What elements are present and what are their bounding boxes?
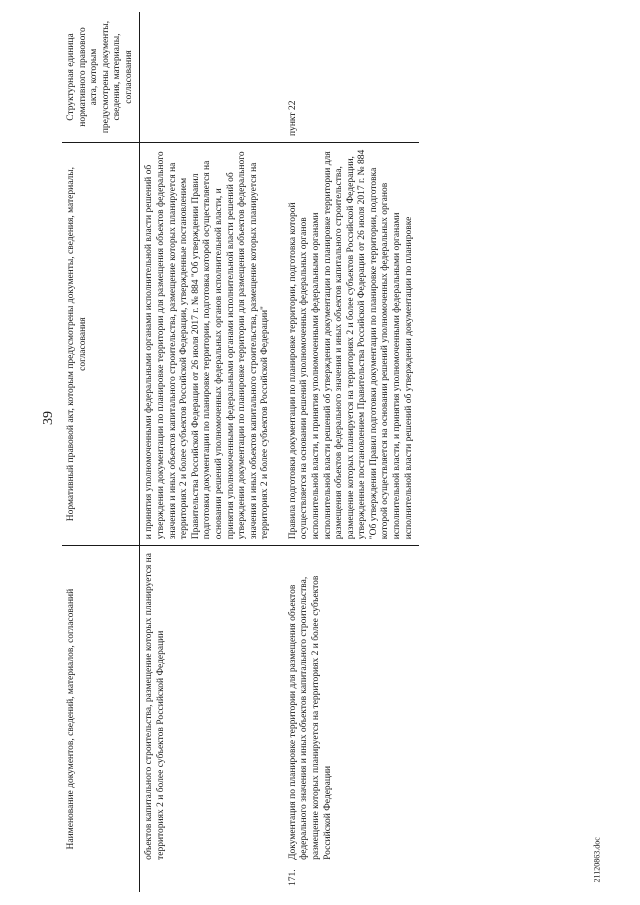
document-file-code: 21120863.doc bbox=[592, 837, 602, 883]
row-act: и принятия уполномоченными федеральными органами исполнительной власти решений об утверждении документации по планировке территории для размещения объектов федерального значения и иных объектов капитального строительства, размещение которых планируется на территориях 2 и более субъектов Российской Федерации, утвержденные постановлением Правительства Российской Федерации от 26 июля 2017 г. № 884 "Об утверждении Правил подготовки документации по планировке территории, подготовка которой осуществляется на основании решений уполномоченных федеральных органов исполнительной власти, и принятия уполномоченными федеральными органами исполнительной власти решений об утверждении документации по планировке территории для размещения объектов федерального значения и иных объектов капитального строительства, размещение которых планируется на территориях 2 и более субъектов Российской Федерации" bbox=[140, 142, 276, 545]
row-number bbox=[140, 866, 276, 892]
row-spacer bbox=[276, 12, 284, 892]
row-name: Документация по планировке территории для размещения объектов федерального значения и иных объектов капитального строительства, размещение которых планируется на территориях 2 и более субъектов Российской Федерации bbox=[287, 575, 333, 860]
header-name: Наименование документов, сведений, материалов, согласований bbox=[62, 546, 140, 892]
row-number: 171. bbox=[287, 869, 298, 886]
table-row bbox=[140, 12, 276, 892]
row-name: объектов капитального строительства, размещение которых планируется на территориях 2 и более субъектов Российской Федерации bbox=[144, 553, 167, 860]
page-number: 39 bbox=[41, 411, 56, 425]
row-unit: пункт 22 bbox=[284, 12, 419, 142]
header-unit: Структурная единица нормативного правового акта, которым предусмотрены документы, сведения, материалы, согласования bbox=[62, 12, 140, 142]
row-act: Правила подготовки документации по планировке территории, подготовка которой осуществляется на основании решений уполномоченных федеральных органов исполнительной власти, и принятия уполномоченными федеральными органами исполнительной власти решений об утверждении документации по планировке территории для размещения объектов федерального значения и иных объектов капитального строительства, размещение которых планируется на территориях 2 и более субъектов Российской Федерации, утвержденные постановлением Правительства Российской Федерации от 26 июля 2017 г. № 884 "Об утверждении Правил подготовки документации по планировке территории, подготовка которой осуществляется на основании решений уполномоченных федеральных органов исполнительной власти, и принятия уполномоченными федеральными органами исполнительной власти решений об утверждении документации по планировке bbox=[284, 142, 419, 545]
table-header-row bbox=[62, 12, 140, 892]
documents-table bbox=[62, 12, 419, 892]
rotated-table-wrapper bbox=[62, 12, 622, 892]
table-row bbox=[284, 12, 419, 892]
header-act: Нормативный правовой акт, которым предусмотрены документы, сведения, материалы, согласования bbox=[62, 142, 140, 545]
rotated-table-container bbox=[62, 12, 622, 892]
row-unit bbox=[140, 12, 276, 142]
